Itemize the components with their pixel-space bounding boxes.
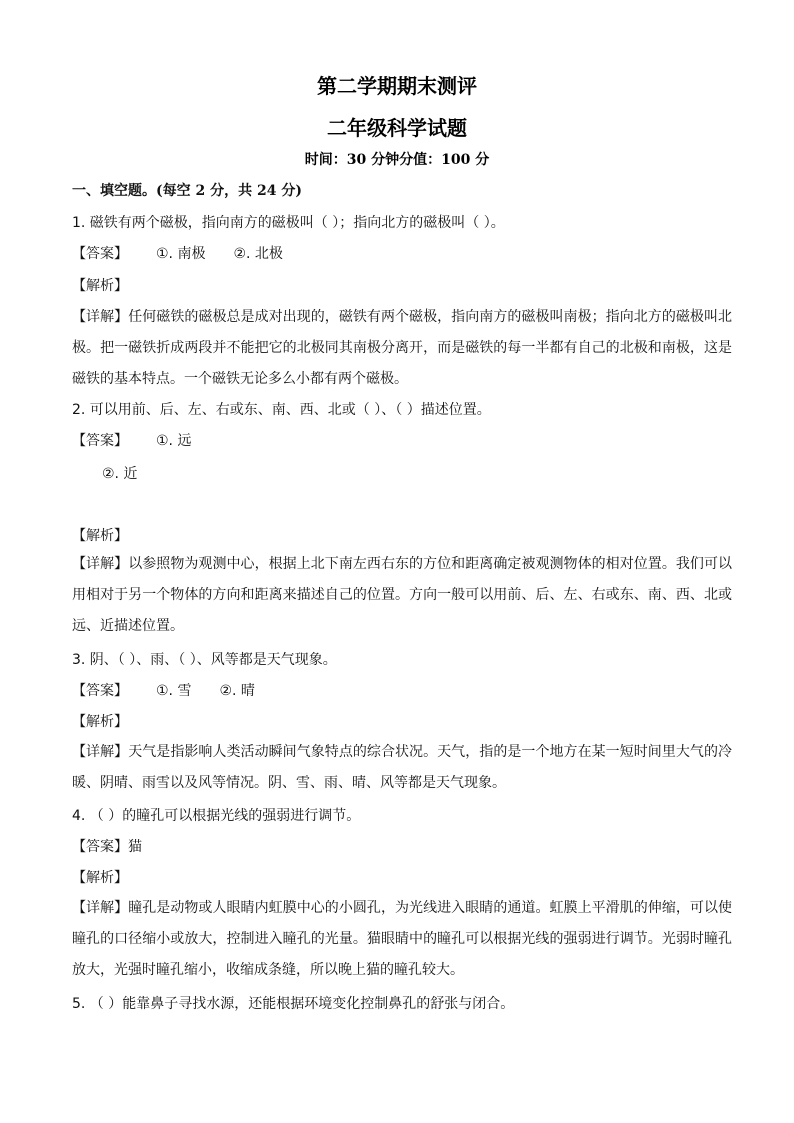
detail-3 — [72, 737, 732, 799]
question-1: 1. 磁铁有两个磁极，指向南方的磁极叫（ ）；指向北方的磁极叫（ ）。 — [72, 215, 505, 231]
exam-title: 第二学期期末测评 — [317, 74, 477, 98]
detail-4 — [72, 893, 732, 986]
detail-label: 【详解】 — [72, 900, 129, 916]
answer-3-choice-2: ②. 晴 — [219, 683, 255, 699]
answer-label: 【答案】 — [72, 246, 128, 262]
detail-2-text: 以参照物为观测中心，根据上北下南左西右东的方位和距离确定被观测物体的相对位置。我们可以用相对于另一个物体的方向和距离来描述自己的位置。方向一般可以用前、后、左、右或东、南、西、北或远、近描述位置。 — [72, 556, 733, 634]
question-4: 4. （ ）的瞳孔可以根据光线的强弱进行调节。 — [72, 808, 361, 824]
analysis-label: 【解析】 — [72, 714, 128, 730]
detail-4-text: 瞳孔是动物或人眼睛内虹膜中心的小圆孔，为光线进入眼睛的通道。虹膜上平滑肌的伸缩，可以使瞳孔的口径缩小或放大，控制进入瞳孔的光量。猫眼睛中的瞳孔可以根据光线的强弱进行调节。光弱时瞳孔放大，光强时瞳孔缩小，收缩成条缝，所以晚上猫的瞳孔较大。 — [72, 900, 733, 978]
answer-1-choice-1: ①. 南极 — [156, 246, 206, 262]
detail-1-text: 任何磁铁的磁极总是成对出现的，磁铁有两个磁极，指向南方的磁极叫南极；指向北方的磁极叫北极。把一磁铁折成两段并不能把它的北极同其南极分离开，而是磁铁的每一半都有自己的北极和南极，这是磁铁的基本特点。一个磁铁无论多么小都有两个磁极。 — [72, 309, 733, 387]
question-5: 5. （ ）能靠鼻子寻找水源，还能根据环境变化控制鼻孔的舒张与闭合。 — [72, 996, 515, 1012]
question-2: 2. 可以用前、后、左、右或东、南、西、北或（ ）、（ ）描述位置。 — [72, 402, 491, 418]
analysis-label: 【解析】 — [72, 528, 128, 544]
answer-3-choice-1: ①. 雪 — [156, 683, 192, 699]
answer-label: 【答案】 — [72, 433, 128, 449]
answer-3 — [72, 681, 732, 701]
answer-2-choice-1: ①. 远 — [156, 433, 192, 449]
detail-label: 【详解】 — [72, 556, 129, 572]
question-3: 3. 阴、（ ）、雨、（ ）、风等都是天气现象。 — [72, 652, 337, 668]
detail-3-text: 天气是指影响人类活动瞬间气象特点的综合状况。天气，指的是一个地方在某一短时间里大气的冷暖、阴晴、雨雪以及风等情况。阴、雪、雨、晴、风等都是天气现象。 — [72, 744, 733, 791]
answer-label: 【答案】 — [72, 839, 128, 855]
analysis-label: 【解析】 — [72, 278, 128, 294]
answer-4-choice-1: 猫 — [128, 839, 142, 855]
answer-4 — [72, 837, 732, 857]
answer-2 — [72, 431, 732, 451]
answer-label: 【答案】 — [72, 683, 128, 699]
detail-label: 【详解】 — [72, 744, 129, 760]
exam-subtitle: 二年级科学试题 — [327, 116, 467, 140]
section-heading: 一、填空题。(每空 2 分，共 24 分) — [72, 183, 302, 199]
detail-2 — [72, 549, 732, 642]
detail-1 — [72, 302, 732, 395]
answer-2-choice-2: ②. 近 — [102, 466, 138, 482]
detail-label: 【详解】 — [72, 309, 129, 325]
answer-1 — [72, 244, 732, 264]
exam-info: 时间：30 分钟分值：100 分 — [304, 152, 490, 168]
analysis-label: 【解析】 — [72, 870, 128, 886]
answer-1-choice-2: ②. 北极 — [233, 246, 283, 262]
